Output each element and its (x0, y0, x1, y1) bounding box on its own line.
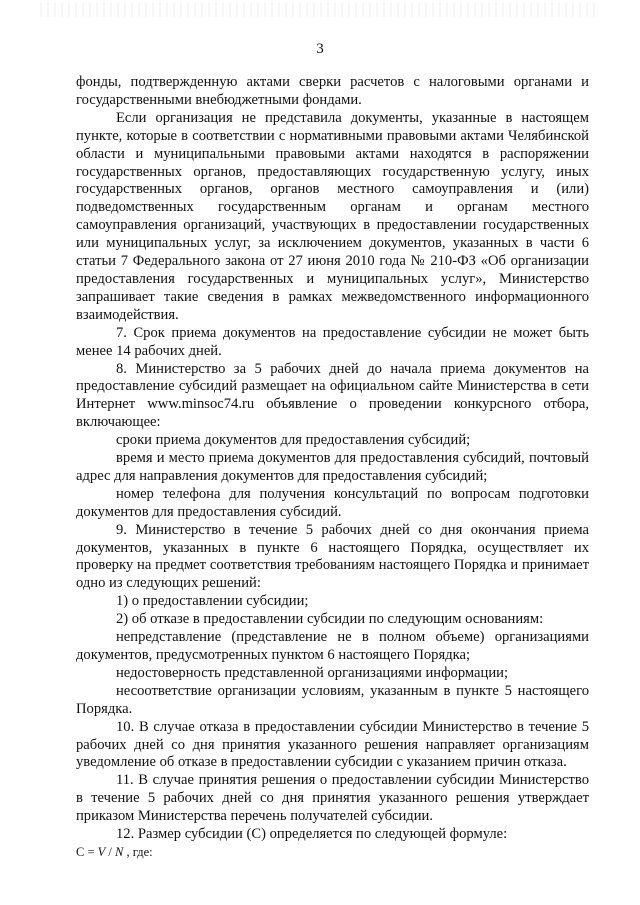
list-item-phone: номер телефона для получения консультаций по вопросам подготовки документов для предоставления субсидий. (76, 485, 589, 520)
paragraph-7: 7. Срок приема документов на предоставление субсидии не может быть менее 14 рабочих дней. (76, 324, 589, 359)
list-item-ground-nonsubmission: непредставление (представление не в полном объеме) организациями документов, предусмотренных пунктом 6 настоящего Порядка; (76, 629, 589, 663)
list-item-time-place: время и место приема документов для предоставления субсидий, почтовый адрес для направления документов для предоставления субсидий; (76, 450, 589, 484)
scan-artifact (40, 3, 600, 17)
formula-v: V (97, 844, 106, 859)
list-item-deadlines: сроки приема документов для предоставления субсидий; (116, 432, 471, 449)
list-item-decision-refuse: 2) об отказе в предоставлении субсидии по следующим основаниям: (116, 611, 544, 628)
paragraph-11: 11. В случае принятия решения о предоставлении субсидии Министерство в течение 5 рабочих дней со дня принятия указанного решения утверждает приказом Министерства перечень получателей субсидии. (76, 772, 589, 825)
document-body (76, 74, 589, 860)
list-item-ground-noncompliance: несоответствие организации условиям, указанным в пункте 5 настоящего Порядка. (76, 682, 589, 717)
formula-slash: / (105, 844, 116, 859)
paragraph-8: 8. Министерство за 5 рабочих дней до начала приема документов на предоставление субсидий размещает на официальном сайте Министерства в сети Интернет www.minsoc74.ru объявление о проведении конкурсного отбора, включающее: (76, 360, 589, 431)
paragraph-continuation: фонды, подтвержденную актами сверки расчетов с налоговыми органами и государственными внебюджетными фондами. (76, 74, 589, 108)
formula-suffix: , где: (123, 844, 153, 859)
paragraph-10: 10. В случае отказа в предоставлении субсидии Министерство в течение 5 рабочих дней со дня принятия указанного решения направляет организациям уведомление об отказе в предоставлении субсидии с указанием причин отказа. (76, 718, 589, 771)
formula-n: N (115, 844, 124, 859)
paragraph-interagency-request: Если организация не представила документы, указанные в настоящем пункте, которые в соответствии с нормативными правовыми актами Челябинской области и муниципальными правовыми актами находятся в распоряжении государственных органов, предоставляющих государственную услугу, иных государственных органов, органов местного самоуправления и (или) подведомственных государственным органам и органам местного самоуправления организаций, участвующих в предоставлении государственных или муниципальных услуг, за исключением документов, указанных в части 6 статьи 7 Федерального закона от 27 июня 2010 года № 210-ФЗ «Об организации предоставления государственных и муниципальных услуг», Министерство запрашивает такие сведения в рамках межведомственного информационного взаимодействия. (76, 109, 589, 323)
list-item-ground-inaccuracy: недостоверность представленной организациями информации; (116, 664, 509, 681)
paragraph-12: 12. Размер субсидии (С) определяется по следующей формуле: (116, 826, 508, 843)
formula-lhs: С = (76, 844, 98, 859)
page-number: 3 (316, 41, 324, 57)
list-item-decision-grant: 1) о предоставлении субсидии; (116, 593, 309, 610)
paragraph-9: 9. Министерство в течение 5 рабочих дней со дня окончания приема документов, указанных в пункте 6 настоящего Порядка, осуществляет их проверку на предмет соответствия требованиям настоящего Порядка и принимает одно из следующих решений: (76, 521, 589, 592)
subsidy-formula (76, 844, 589, 860)
